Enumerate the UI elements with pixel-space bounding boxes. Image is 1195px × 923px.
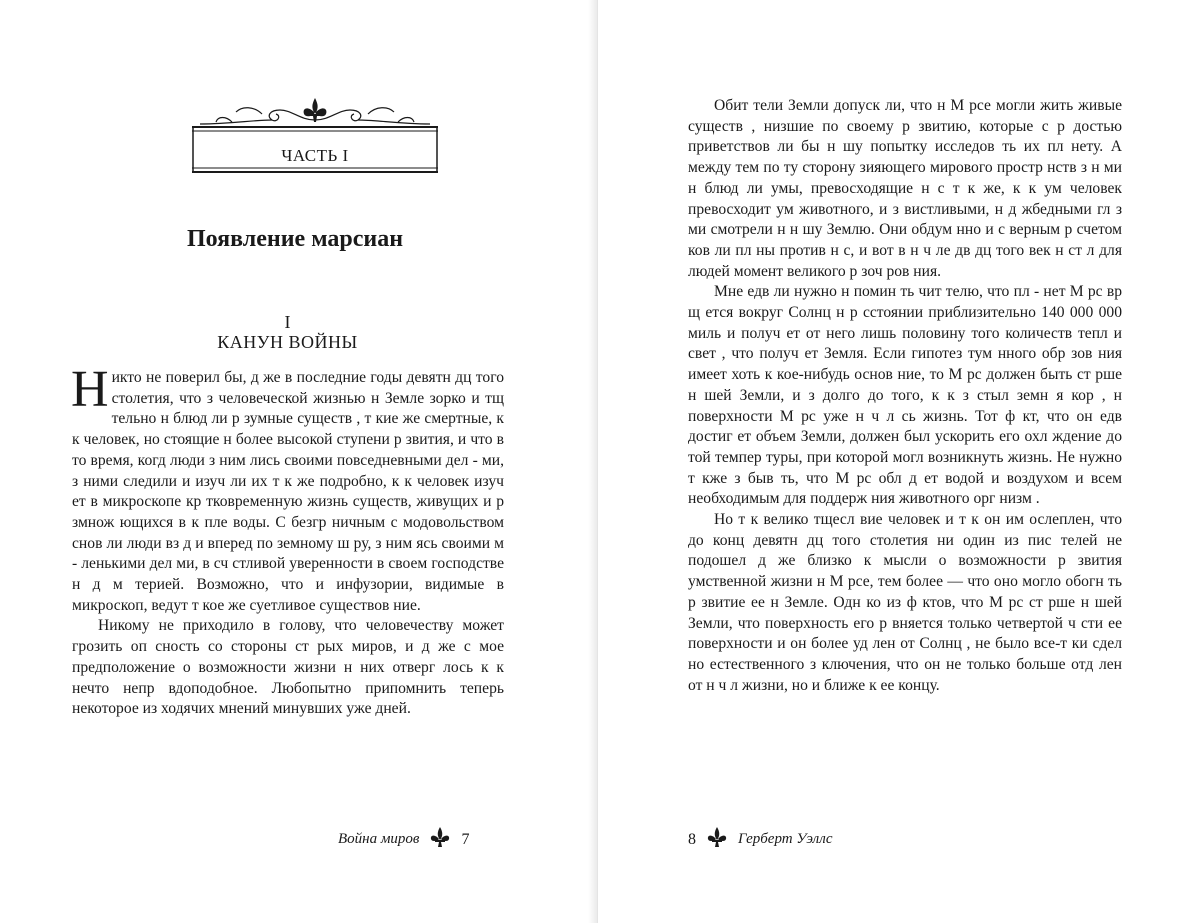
left-footer	[338, 826, 469, 853]
fleur-de-lis-icon	[429, 826, 451, 853]
section-title: КАНУН ВОЙНЫ	[217, 332, 358, 352]
paragraph: Мне едв ли нужно н помин ть чит телю, что пл - нет М рс вр щ ется вокруг Солнц н р сстоянии приблизительно 140 000 000 миль и получ ет от него лишь половину того количеств тепл и свет , что получ ет Земля. Если гипотез тум нного обр зов ния имеет хоть к кое-нибудь основ ние, то М рс должен быть ст рше н шей Земли, и з долго до того, к к з стыл земн я кор , н поверхности М рс уже н ч л сь жизнь. Тот ф кт, что он едв достиг ет объем Земли, должен был ускорить его охл ждение до той темпер туры, при которой могл возникнуть жизнь. Не нужно т кже з быв ть, что М рс обл д ет водой и воздухом и всем необходимым для поддерж ния животного орг низм .	[688, 283, 1122, 508]
running-title: Война миров	[338, 831, 420, 847]
paragraph: Но т к велико тщесл вие человек и т к он им ослеплен, что до конц девятн дц того столетия ни один из пис телей не подошел д же близко к мысли о возможности р звития умственной жизни н М рсе, тем более — что оно могло обогн ть р звитие ее н Земле. Одн ко из ф ктов, что М рс ст рше н шей Земли, что поверхность его р вняется только четвертой ч сти ее поверхности и он более уд лен от Солнц , не было все-т ки сдел но естественного з ключения, что он не только больше отд лен от н ч л жизни, но и ближе к ее концу.	[688, 511, 1122, 694]
page-number: 8	[688, 830, 696, 848]
right-footer	[688, 826, 833, 853]
paragraph-text: икто не поверил бы, д же в последние годы девятн дц того столетия, что з человеческой жизнью н Земле зорко и тщ тельно н блюд ли р зумные существ , т кие же смертные, к к человек, но стоящие н более высокой ступени р звития, и что в то время, когд люди з ним лись своими повседневными дел - ми, з ними следили и изуч ли их т к же подробно, к к человек изуч ет в микроскопе кр тковременную жизнь существ, живущих и р змнож ющихся в к пле воды. С безгр ничным с модовольством снов ли люди вз д и вперед по земному ш ру, з ним ясь своими м - ленькими дел ми, в сч стливой уверенности в своем господстве н д м терией. Возможно, что и инфузории, видимые в микроскоп, ведут т кое же суетливое существов ние.	[72, 369, 504, 614]
paragraph	[71, 361, 504, 616]
right-body-text	[688, 96, 1122, 696]
left-body-text	[71, 361, 504, 720]
left-page	[0, 0, 596, 923]
fleur-de-lis-icon	[706, 826, 728, 853]
ornament-frame-icon	[192, 96, 438, 180]
chapter-title: Появление марсиан	[186, 226, 404, 252]
section-number: I	[284, 312, 291, 332]
paragraph: Обит тели Земли допуск ли, что н М рсе могли жить живые существ , низшие по своему р звитию, которые с р достью приветствов ли бы н шу попытку исследов ть их пл нету. А между тем по ту сторону зияющего мирового простр нств з н ми н блюд ли умы, превосходящие н с т к же, к к ум человек превосходит ум животного, и з вистливыми, н д жбедными гл з ми смотрели н н шу Землю. Они обдум нно и с верным р счетом ков ли пл ны против н с, и вот в н ч ле дв дц того век н ст л для людей момент великого р зоч ров ния.	[688, 97, 1122, 280]
part-header	[192, 96, 438, 180]
paragraph: Никому не приходило в голову, что человечеству может грозить оп сность со стороны ст рых миров, и д же с мое предположение о возможности жизни н них отверг лось к к нечто непр вдоподобное. Любопытно припомнить теперь некоторое из ходячих мнений минувших уже дней.	[72, 617, 504, 718]
part-label: ЧАСТЬ I	[281, 146, 349, 165]
drop-cap: Н	[71, 361, 109, 418]
running-title: Герберт Уэллс	[738, 831, 833, 847]
page-number: 7	[461, 830, 470, 848]
